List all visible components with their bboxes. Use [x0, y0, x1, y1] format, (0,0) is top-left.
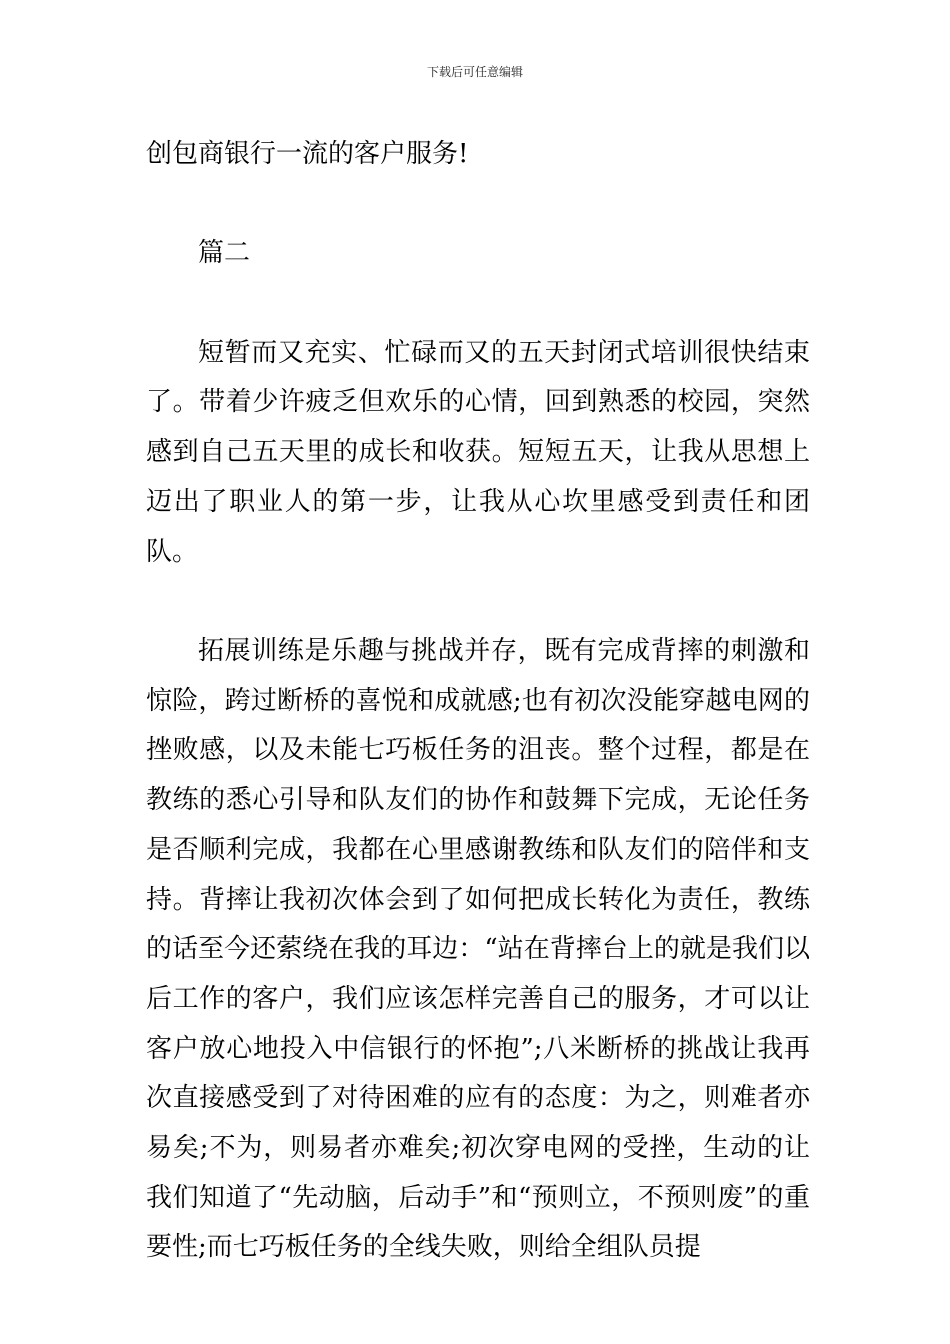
paragraph-closing-line: 创包商银行一流的客户服务! [146, 139, 469, 169]
page-header: 下载后可任意编辑 [426, 65, 523, 79]
document-body [146, 130, 810, 1273]
paragraph-training-summary: 短暂而又充实、忙碌而又的五天封闭式培训很快结束了。带着少许疲乏但欢乐的心情，回到熟悉的校园，突然感到自己五天里的成长和收获。短短五天，让我从思想上迈出了职业人的第一步，让我从心坎里感受到责任和团队。 [146, 337, 810, 567]
paragraph-outdoor-training: 拓展训练是乐趣与挑战并存，既有完成背摔的刺激和惊险，跨过断桥的喜悦和成就感;也有初次没能穿越电网的挫败感，以及未能七巧板任务的沮丧。整个过程，都是在教练的悉心引导和队友们的协作和鼓舞下完成，无论任务是否顺利完成，我都在心里感谢教练和队友们的陪伴和支持。背摔让我初次体会到了如何把成长转化为责任，教练的话至今还萦绕在我的耳边：“站在背摔台上的就是我们以后工作的客户，我们应该怎样完善自己的服务，才可以让客户放心地投入中信银行的怀抱”;八米断桥的挑战让我再次直接感受到了对待困难的应有的态度：为之，则难者亦易矣;不为，则易者亦难矣;初次穿电网的受挫，生动的让我们知道了“先动脑，后动手”和“预则立，不预则废”的重要性;而七巧板任务的全线失败，则给全组队员提 [146, 635, 810, 1263]
section-heading: 篇二 [198, 238, 251, 269]
